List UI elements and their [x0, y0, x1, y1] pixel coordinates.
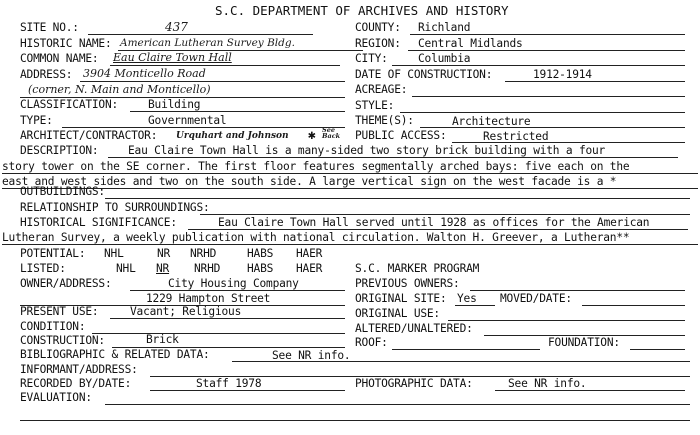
- significance-line-2: Lutheran Survey, a weekly publication with national circulation. Walton H. Greever, a Lutheran**: [2, 231, 630, 244]
- moved-date-label: MOVED/DATE:: [500, 292, 572, 305]
- listed-haer: HAER: [296, 262, 323, 275]
- informant-label: INFORMANT/ADDRESS:: [20, 363, 138, 376]
- historic-name-label: HISTORIC NAME:: [20, 37, 112, 50]
- recorded-by-line: [150, 390, 345, 391]
- county-value: Richland: [418, 21, 471, 34]
- bibliographic-label: BIBLIOGRAPHIC & RELATED DATA:: [20, 348, 210, 361]
- address-line-1: [80, 81, 345, 82]
- evaluation-line-2: [20, 420, 690, 421]
- style-label: STYLE:: [355, 99, 395, 112]
- significance-label: HISTORICAL SIGNIFICANCE:: [20, 216, 177, 229]
- potential-nr: NR: [157, 247, 171, 260]
- moved-date-line: [582, 305, 685, 306]
- address-value-2: (corner, N. Main and Monticello): [28, 83, 211, 96]
- city-value: Columbia: [418, 52, 471, 65]
- photographic-data-value: See NR info.: [508, 377, 587, 390]
- classification-label: CLASSIFICATION:: [20, 98, 119, 111]
- relationship-label: RELATIONSHIP TO SURROUNDINGS:: [20, 201, 210, 214]
- original-site-line: [455, 305, 495, 306]
- site-no-label: SITE NO.:: [20, 21, 79, 34]
- original-use-line: [448, 320, 685, 321]
- listed-nrhd: NRHD: [194, 262, 221, 275]
- construction-label: CONSTRUCTION:: [20, 334, 105, 347]
- site-no-line: [88, 34, 313, 35]
- description-line-2: story tower on the SE corner. The first floor features segmentally arched bays: five each on the: [2, 160, 630, 173]
- description-rule-3: [2, 188, 698, 189]
- significance-rule-1: [188, 229, 688, 230]
- common-name-label: COMMON NAME:: [20, 52, 99, 65]
- altered-label: ALTERED/UNALTERED:: [355, 322, 473, 335]
- roof-label: ROOF:: [355, 336, 388, 349]
- relationship-line: [200, 214, 690, 215]
- themes-label: THEME(S):: [355, 114, 414, 127]
- description-rule-1: [108, 157, 678, 158]
- condition-label: CONDITION:: [20, 320, 86, 333]
- acreage-label: ACREAGE:: [355, 83, 408, 96]
- potential-habs: HABS: [247, 247, 274, 260]
- style-line: [400, 112, 685, 113]
- owner-value-2: 1229 Hampton Street: [146, 292, 271, 305]
- listed-label: LISTED:: [20, 262, 66, 275]
- type-line: [62, 127, 345, 128]
- public-access-value: Restricted: [483, 130, 549, 143]
- recorded-by-value: Staff 1978: [196, 377, 262, 390]
- city-line: [392, 65, 685, 66]
- present-use-label: PRESENT USE:: [20, 305, 99, 318]
- common-name-line: [110, 65, 340, 66]
- listed-nhl: NHL: [116, 262, 136, 275]
- type-value: Governmental: [148, 114, 227, 127]
- architect-value: Urquhart and Johnson: [176, 131, 289, 141]
- asterisk-mark: ✱: [308, 128, 316, 143]
- owner-line-1: [130, 290, 345, 291]
- construction-value: Brick: [146, 333, 179, 346]
- original-site-label: ORIGINAL SITE:: [355, 292, 447, 305]
- listed-nr: NR: [156, 262, 170, 275]
- potential-haer: HAER: [296, 247, 323, 260]
- date-construction-line: [505, 81, 685, 82]
- architect-note: See Back: [322, 126, 341, 140]
- foundation-label: FOUNDATION:: [548, 336, 620, 349]
- public-access-label: PUBLIC ACCESS:: [355, 129, 447, 142]
- bibliographic-line: [232, 361, 690, 362]
- outbuildings-line: [105, 198, 690, 199]
- original-use-label: ORIGINAL USE:: [355, 307, 440, 320]
- outbuildings-label: OUTBUILDINGS:: [20, 185, 105, 198]
- region-label: REGION:: [355, 37, 401, 50]
- region-value: Central Midlands: [418, 37, 523, 50]
- description-rule-2: [2, 173, 698, 174]
- county-line: [410, 34, 685, 35]
- owner-label: OWNER/ADDRESS:: [20, 277, 112, 290]
- address-value-1: 3904 Monticello Road: [83, 67, 206, 80]
- photographic-data-line: [495, 390, 685, 391]
- potential-label: POTENTIAL:: [20, 247, 86, 260]
- region-line: [408, 50, 685, 51]
- description-label: DESCRIPTION:: [20, 144, 99, 157]
- date-construction-value: 1912-1914: [533, 68, 592, 81]
- listed-habs: HABS: [247, 262, 274, 275]
- owner-value-1: City Housing Company: [168, 277, 299, 290]
- previous-owners-label: PREVIOUS OWNERS:: [355, 277, 460, 290]
- present-use-line: [110, 318, 345, 319]
- historic-name-value: American Lutheran Survey Bldg.: [120, 37, 295, 49]
- date-construction-label: DATE OF CONSTRUCTION:: [355, 68, 493, 81]
- evaluation-line-1: [105, 404, 690, 405]
- card-header: S.C. DEPARTMENT OF ARCHIVES AND HISTORY: [215, 3, 509, 18]
- description-line-3: east and west sides and two on the south side. A large vertical sign on the west facade is a *: [2, 175, 617, 188]
- county-label: COUNTY:: [355, 21, 401, 34]
- condition-line: [92, 333, 345, 334]
- city-label: CITY:: [355, 52, 388, 65]
- themes-value: Architecture: [452, 115, 531, 128]
- bibliographic-value: See NR info.: [272, 349, 351, 362]
- acreage-line: [412, 96, 685, 97]
- roof-line: [392, 349, 540, 350]
- original-site-value: Yes: [457, 292, 477, 305]
- present-use-value: Vacant; Religious: [130, 305, 242, 318]
- architect-label: ARCHITECT/CONTRACTOR:: [20, 129, 158, 142]
- significance-line-1: Eau Claire Town Hall served until 1928 as offices for the American: [218, 216, 650, 229]
- photographic-data-label: PHOTOGRAPHIC DATA:: [355, 377, 473, 390]
- foundation-line: [630, 349, 685, 350]
- type-label: TYPE:: [20, 114, 53, 127]
- evaluation-label: EVALUATION:: [20, 391, 92, 404]
- description-line-1: Eau Claire Town Hall is a many-sided two story brick building with a four: [128, 144, 606, 157]
- classification-value: Building: [148, 98, 201, 111]
- previous-owners-line: [470, 290, 685, 291]
- classification-line: [130, 111, 345, 112]
- recorded-by-label: RECORDED BY/DATE:: [20, 377, 132, 390]
- common-name-value: Eau Claire Town Hall: [113, 51, 232, 64]
- site-no-value: 437: [165, 20, 188, 34]
- marker-program-label: S.C. MARKER PROGRAM: [355, 262, 480, 275]
- potential-nrhd: NRHD: [190, 247, 217, 260]
- significance-rule-2: [2, 244, 698, 245]
- potential-nhl: NHL: [104, 247, 124, 260]
- address-label: ADDRESS:: [20, 68, 73, 81]
